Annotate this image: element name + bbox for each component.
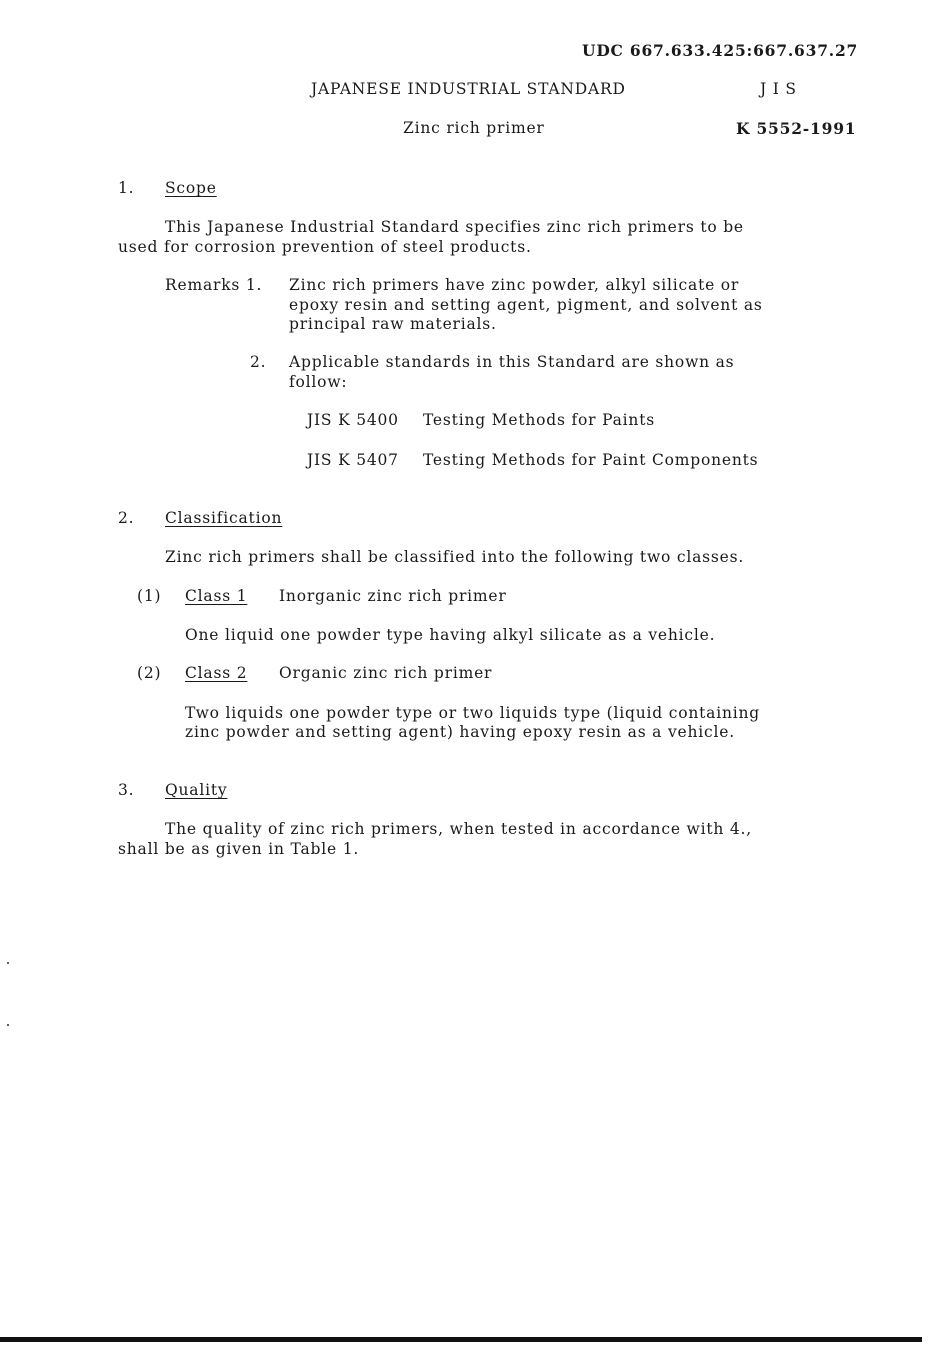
- quality-paragraph-line1: The quality of zinc rich primers, when tested in accordance with 4.,: [165, 820, 752, 838]
- section-title-classification: Classification: [165, 509, 283, 527]
- section-number-scope: 1.: [118, 179, 135, 197]
- classification-intro: Zinc rich primers shall be classified into the following two classes.: [165, 548, 745, 566]
- class2-description-line1: Two liquids one powder type or two liquids type (liquid containing: [185, 704, 761, 722]
- ref-standard-title-2: Testing Methods for Paint Components: [423, 451, 759, 469]
- class1-description: One liquid one powder type having alkyl silicate as a vehicle.: [185, 626, 716, 644]
- section-title-quality: Quality: [165, 781, 228, 799]
- remarks-label: Remarks 1.: [165, 276, 263, 294]
- remark2-number: 2.: [250, 353, 267, 371]
- scope-paragraph-line1: This Japanese Industrial Standard specifies zinc rich primers to be: [165, 218, 744, 236]
- section-number-classification: 2.: [118, 509, 135, 527]
- remark2-line1: Applicable standards in this Standard are shown as: [289, 353, 735, 371]
- standard-subject: Zinc rich primer: [403, 119, 545, 137]
- remark1-line2: epoxy resin and setting agent, pigment, and solvent as: [289, 296, 763, 314]
- class1-number: (1): [137, 587, 162, 605]
- ref-standard-title-1: Testing Methods for Paints: [423, 411, 655, 429]
- standard-code: K 5552-1991: [736, 119, 857, 138]
- section-title-scope: Scope: [165, 179, 217, 197]
- udc-number: UDC 667.633.425:667.637.27: [582, 41, 859, 60]
- remark2-line2: follow:: [289, 373, 348, 391]
- class1-label: Class 1: [185, 587, 248, 605]
- class1-name: Inorganic zinc rich primer: [279, 587, 507, 605]
- jis-mark: J I S: [760, 80, 797, 98]
- standard-title: JAPANESE INDUSTRIAL STANDARD: [311, 80, 626, 98]
- footer-rule: [0, 1337, 922, 1342]
- scope-paragraph-line2: used for corrosion prevention of steel products.: [118, 238, 532, 256]
- ref-standard-code-1: JIS K 5400: [307, 411, 399, 429]
- class2-number: (2): [137, 664, 162, 682]
- quality-paragraph-line2: shall be as given in Table 1.: [118, 840, 360, 858]
- scan-speck: [7, 1024, 9, 1026]
- class2-description-line2: zinc powder and setting agent) having epoxy resin as a vehicle.: [185, 723, 735, 741]
- ref-standard-code-2: JIS K 5407: [307, 451, 399, 469]
- remark1-line3: principal raw materials.: [289, 315, 497, 333]
- scan-speck: [7, 962, 9, 964]
- class2-label: Class 2: [185, 664, 248, 682]
- section-number-quality: 3.: [118, 781, 135, 799]
- class2-name: Organic zinc rich primer: [279, 664, 493, 682]
- remark1-line1: Zinc rich primers have zinc powder, alkyl silicate or: [289, 276, 740, 294]
